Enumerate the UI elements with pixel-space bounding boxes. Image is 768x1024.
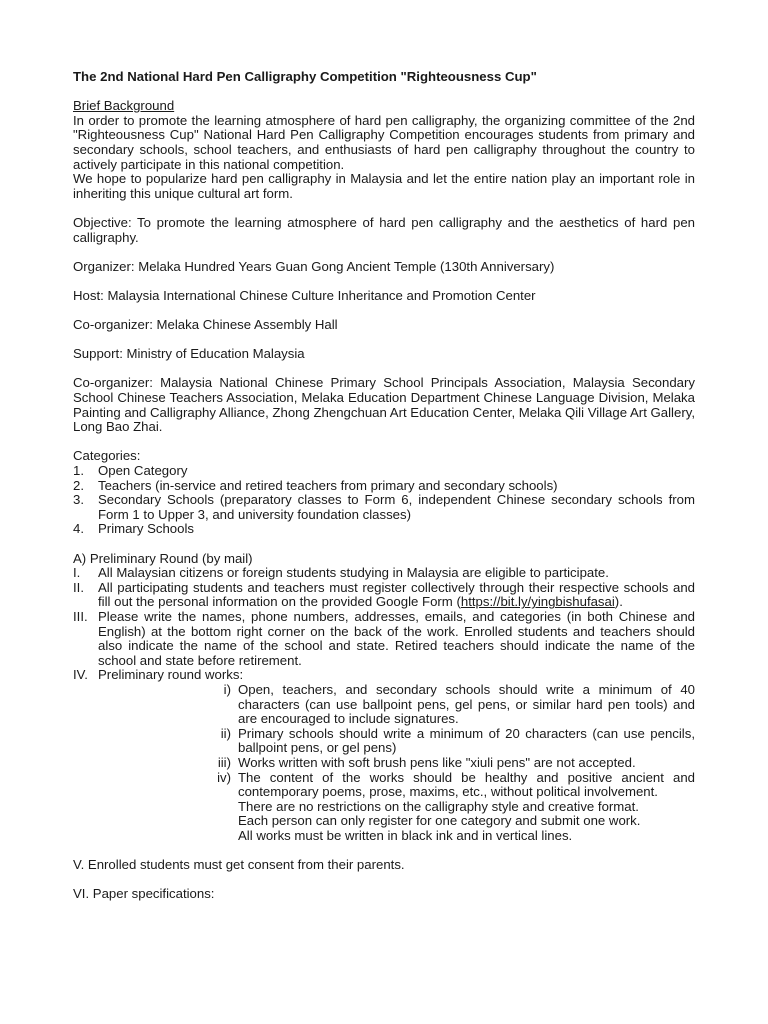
category-item: 2. Teachers (in-service and retired teachers from primary and secondary schools) [73,477,558,493]
coorganizer-text: Co-organizer: Melaka Chinese Assembly Hall [73,317,338,333]
background-paragraph-1: In order to promote the learning atmosphere of hard pen calligraphy, the organizing committee of the 2nd "Righteousness Cup" National Hard Pen Calligraphy Competition encourages students from primary and secondary schools, school teachers, and enthusiasts of hard pen calligraphy throughout the country to actively participate in this national competition. [73,112,695,172]
preliminary-heading: A) Preliminary Round (by mail) [73,550,253,566]
support-text: Support: Ministry of Education Malaysia [73,346,305,362]
works-notes [213,800,695,844]
registration-note: Each person can only register for one category and submit one work. [238,813,641,829]
works-item: iv) The content of the works should be healthy and positive ancient and contemporary poems, prose, maxims, etc., without political involvement. [217,769,695,800]
objective-text: Objective: To promote the learning atmosphere of hard pen calligraphy and the aesthetics of hard pen calligraphy. [73,214,695,245]
works-item: ii) Primary schools should write a minimum of 20 characters (can use pencils, ballpoint pens, or gel pens) [220,725,695,756]
document-title: The 2nd National Hard Pen Calligraphy Competition "Righteousness Cup" [73,69,537,84]
categories-list [73,464,695,537]
document-content [73,70,695,902]
background-paragraph-2: We hope to popularize hard pen calligraphy in Malaysia and let the entire nation play an important role in inheriting this unique cultural art form. [73,171,695,201]
categories-heading: Categories: [73,448,141,464]
rule-item: IV. Preliminary round works: [73,667,244,683]
rule-item: III. Please write the names, phone numbers, addresses, emails, and categories (in both Chinese and English) at the bottom right corner on the back of the work. Enrolled students and teachers should also indicate the name of the school and state. Retired teachers should indicate the name of the school and state before retirement. [73,608,695,668]
category-item: 3. Secondary Schools (preparatory classes to Form 6, independent Chinese secondary schools from Form 1 to Upper 3, and university foundation classes) [73,492,695,522]
rule-item: II. All participating students and teachers must register collectively through their respective schools and fill out the personal information on the provided Google Form (https://bit.ly/yingbishufasai). [73,579,695,610]
google-form-link[interactable]: https://bit.ly/yingbishufasai [460,594,615,610]
background-heading: Brief Background [73,98,175,114]
coorganizers-list-text: Co-organizer: Malaysia National Chinese Primary School Principals Association, Malaysia Secondary School Chinese Teachers Association, Melaka Education Department Chinese Language Division, Melaka Painting and Calligraphy Alliance, Zhong Zhengchuan Art Education Center, Melaka Qili Village Art Gallery, Long Bao Zhai. [73,375,695,435]
category-item: 4. Primary Schools [73,521,195,537]
preliminary-rules-list [73,566,695,683]
style-note: There are no restrictions on the calligraphy style and creative format. [238,798,639,814]
consent-rule: V. Enrolled students must get consent from their parents. [73,857,405,873]
host-text: Host: Malaysia International Chinese Culture Inheritance and Promotion Center [73,287,536,303]
works-item: iii) Works written with soft brush pens like "xiuli pens" are not accepted. [217,754,636,770]
works-item: i) Open, teachers, and secondary schools should write a minimum of 40 characters (can use ballpoint pens, gel pens, or similar hard pen tools) and are encouraged to include signatures. [223,681,695,727]
ink-note: All works must be written in black ink and in vertical lines. [238,827,573,843]
works-list [213,683,695,800]
organizer-text: Organizer: Melaka Hundred Years Guan Gong Ancient Temple (130th Anniversary) [73,258,555,274]
paper-spec-heading: VI. Paper specifications: [73,886,215,902]
category-item: 1. Open Category [73,463,188,479]
rule-item: I. All Malaysian citizens or foreign students studying in Malaysia are eligible to participate. [73,565,609,581]
